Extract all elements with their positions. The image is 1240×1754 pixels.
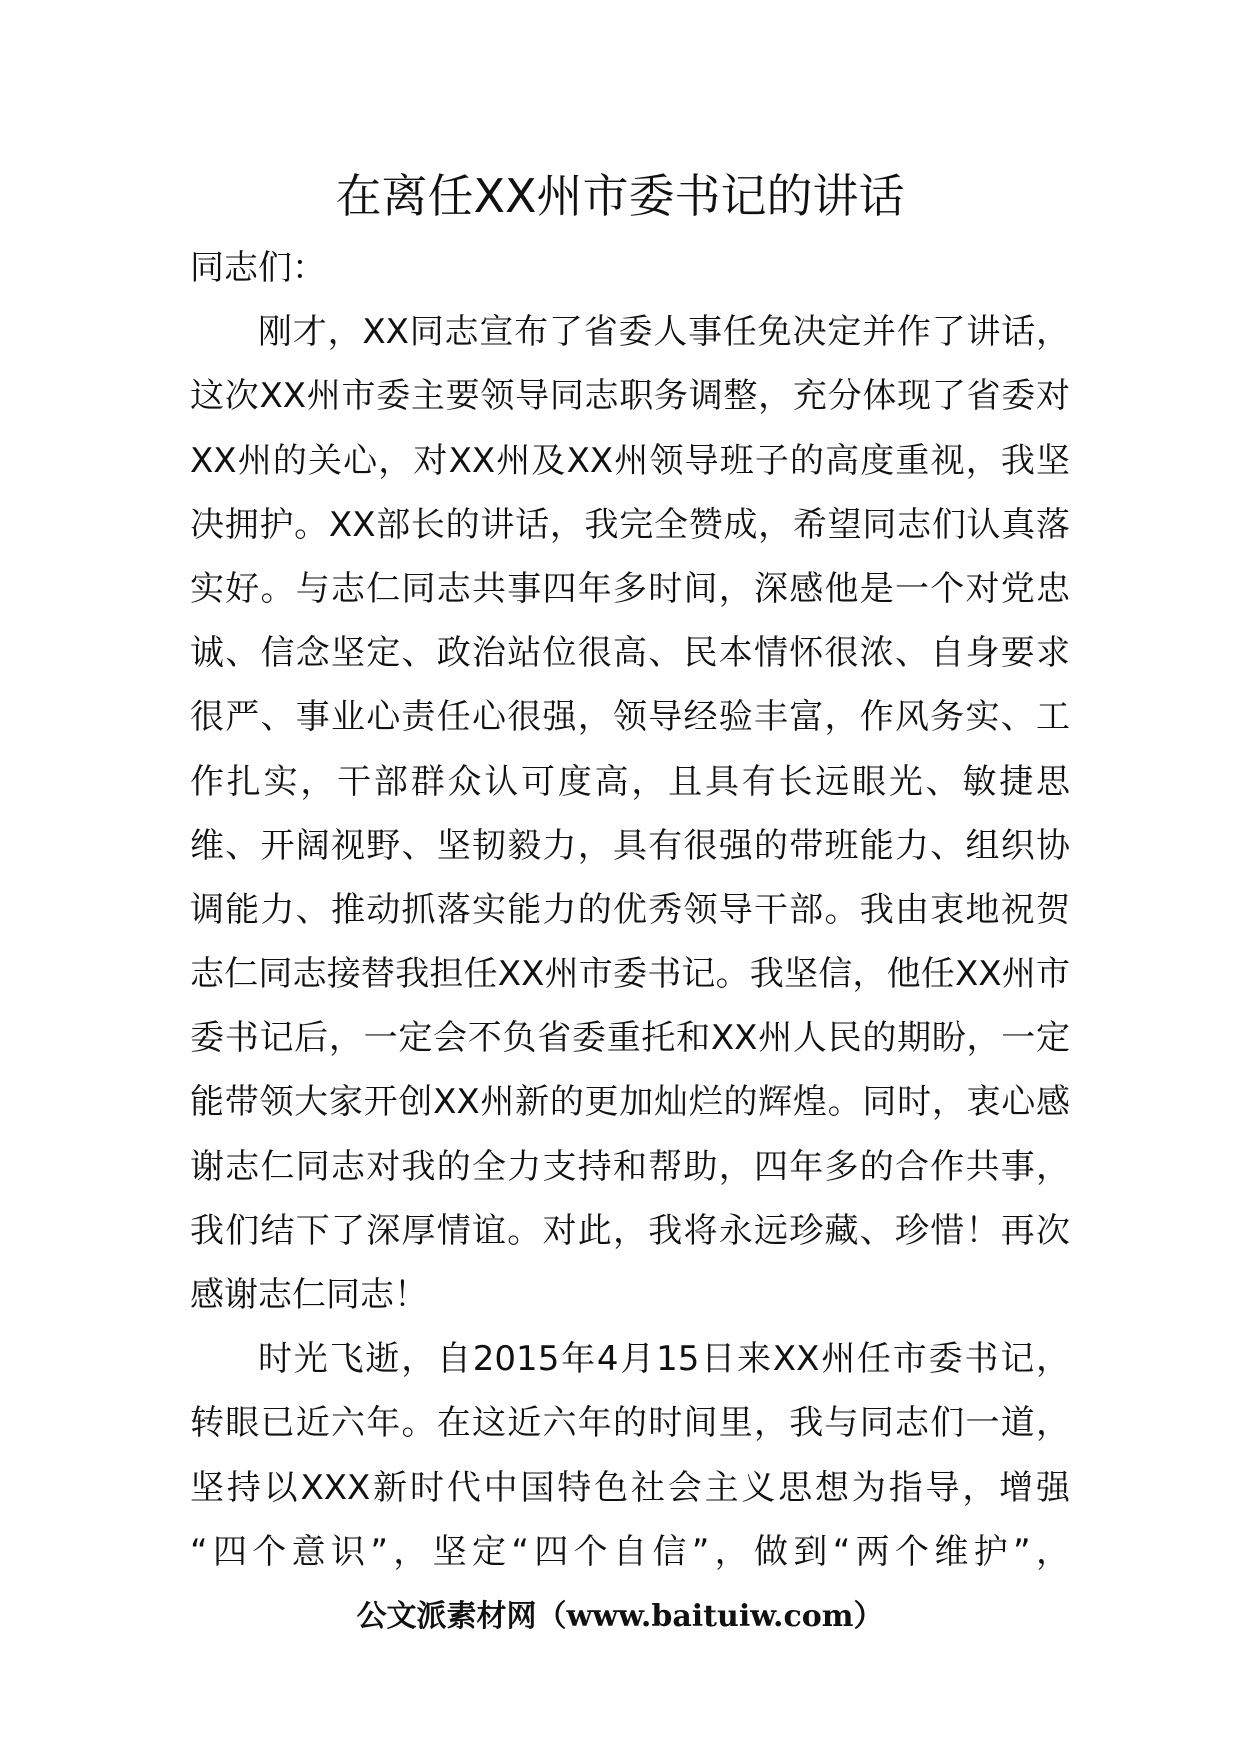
paragraph-line: 志仁同志接替我担任XX州市委书记。我坚信，他任XX州市 xyxy=(190,954,1070,995)
paragraph-line: 调能力、推动抓落实能力的优秀领导干部。我由衷地祝贺 xyxy=(190,889,1070,930)
paragraph-line: 实好。与志仁同志共事四年多时间，深感他是一个对党忠 xyxy=(190,568,1070,609)
paragraph-line: 很严、事业心责任心很强，领导经验丰富，作风务实、工 xyxy=(190,697,1070,738)
paragraph-line: 作扎实，干部群众认可度高，且具有长远眼光、敏捷思 xyxy=(190,761,1070,802)
salutation: 同志们： xyxy=(190,248,326,288)
paragraph-line: 感谢志仁同志！ xyxy=(190,1275,428,1315)
paragraph-line: 刚才，XX同志宣布了省委人事任免决定并作了讲话， xyxy=(258,312,1070,353)
footer-watermark: 公文派素材网（www.baituiw.com） xyxy=(356,1599,884,1634)
paragraph-line: “四个意识”，坚定“四个自信”，做到“两个维护”， xyxy=(190,1531,1070,1572)
paragraph-line: 转眼已近六年。在这近六年的时间里，我与同志们一道， xyxy=(190,1403,1070,1444)
paragraph-line: 能带领大家开创XX州新的更加灿烂的辉煌。同时，衷心感 xyxy=(190,1082,1070,1123)
paragraph-line: 我们结下了深厚情谊。对此，我将永远珍藏、珍惜！再次 xyxy=(190,1210,1070,1251)
paragraph-line: 诚、信念坚定、政治站位很高、民本情怀很浓、自身要求 xyxy=(190,633,1070,674)
paragraph-line: 委书记后，一定会不负省委重托和XX州人民的期盼，一定 xyxy=(190,1018,1070,1059)
document-body xyxy=(190,236,1070,1584)
paragraph-line: 这次XX州市委主要领导同志职务调整，充分体现了省委对 xyxy=(190,376,1070,417)
paragraph-line: 坚持以XXX新时代中国特色社会主义思想为指导，增强 xyxy=(190,1467,1070,1508)
paragraph-line: 决拥护。XX部长的讲话，我完全赞成，希望同志们认真落 xyxy=(190,504,1070,545)
paragraph-line: 谢志仁同志对我的全力支持和帮助，四年多的合作共事， xyxy=(190,1146,1070,1187)
paragraph-line: 维、开阔视野、坚韧毅力，具有很强的带班能力、组织协 xyxy=(190,825,1070,866)
document-title: 在离任XX州市委书记的讲话 xyxy=(335,169,905,223)
paragraph-line: XX州的关心，对XX州及XX州领导班子的高度重视，我坚 xyxy=(190,440,1070,481)
paragraph-line: 时光飞逝，自2015年4月15日来XX州任市委书记， xyxy=(258,1339,1070,1380)
